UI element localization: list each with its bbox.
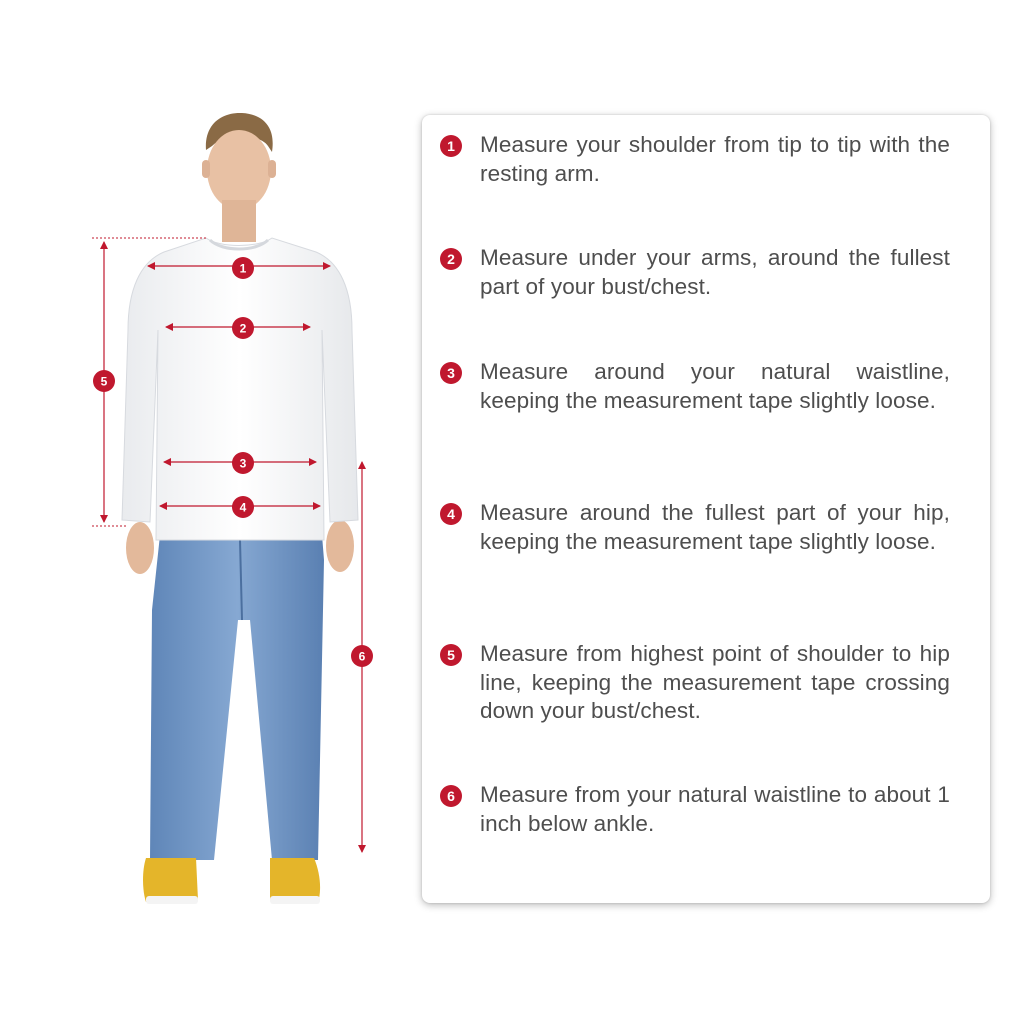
instructions-card: [422, 115, 990, 903]
marker-6: [351, 645, 373, 667]
step-badge-1: 1: [440, 135, 462, 157]
step-badge-6: 6: [440, 785, 462, 807]
hand-left: [126, 522, 154, 574]
step-1: [440, 131, 950, 188]
model-illustration: [0, 0, 420, 1024]
step-4: [440, 499, 950, 556]
ear-left: [202, 160, 210, 178]
ear-right: [268, 160, 276, 178]
step-text-4: Measure around the fullest part of your hip, keeping the measurement tape slightly loose.: [480, 500, 950, 554]
step-6: [440, 781, 950, 838]
step-text-3: Measure around your natural waistline, keeping the measurement tape slightly loose.: [480, 359, 950, 413]
step-badge-3: 3: [440, 362, 462, 384]
step-badge-5: 5: [440, 644, 462, 666]
svg-text:5: 5: [100, 374, 108, 389]
svg-text:4: 4: [239, 500, 247, 515]
model-figure: [0, 0, 420, 1024]
step-text-6: Measure from your natural waistline to about 1 inch below ankle.: [480, 782, 950, 836]
jeans: [150, 535, 324, 860]
step-badge-4: 4: [440, 503, 462, 525]
hand-right: [326, 520, 354, 572]
shoe-left: [143, 858, 198, 902]
shirt: [122, 238, 358, 540]
head: [207, 130, 271, 210]
svg-text:2: 2: [239, 321, 247, 336]
marker-1: [232, 257, 254, 279]
step-5: [440, 640, 950, 726]
step-text-5: Measure from highest point of shoulder to hip line, keeping the measurement tape crossing down your bust/chest.: [480, 641, 950, 723]
svg-text:3: 3: [239, 456, 247, 471]
marker-4: [232, 496, 254, 518]
marker-2: [232, 317, 254, 339]
marker-3: [232, 452, 254, 474]
step-badge-2: 2: [440, 248, 462, 270]
step-text-2: Measure under your arms, around the fullest part of your bust/chest.: [480, 245, 950, 299]
svg-text:6: 6: [358, 649, 366, 664]
svg-text:1: 1: [239, 261, 247, 276]
neck: [222, 200, 256, 242]
shoe-right: [270, 858, 320, 902]
marker-5: [93, 370, 115, 392]
step-3: [440, 358, 950, 415]
step-text-1: Measure your shoulder from tip to tip with the resting arm.: [480, 132, 950, 186]
step-2: [440, 244, 950, 301]
